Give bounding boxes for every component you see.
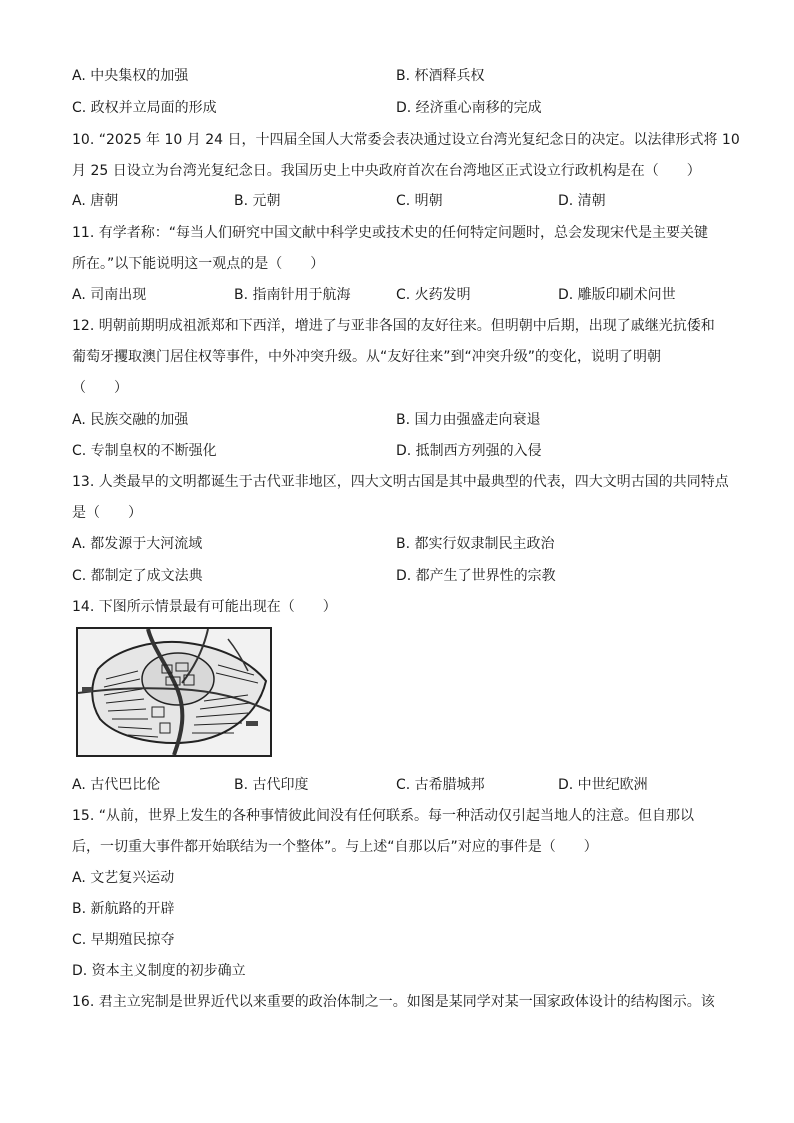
q11-option-a: A. 司南出现 <box>72 287 147 303</box>
q10-option-c: C. 明朝 <box>396 193 443 209</box>
q14-option-b: B. 古代印度 <box>234 777 309 793</box>
q10-option-a: A. 唐朝 <box>72 193 119 209</box>
q13-option-d: D. 都产生了世界性的宗教 <box>396 568 556 584</box>
q12-option-c: C. 专制皇权的不断强化 <box>72 443 217 459</box>
q10-stem-line2: 月 25 日设立为台湾光复纪念日。我国历史上中央政府首次在台湾地区正式设立行政机构是在（ ） <box>72 163 701 179</box>
q9-option-a: A. 中央集权的加强 <box>72 68 189 84</box>
q10-option-b: B. 元朝 <box>234 193 281 209</box>
q9-option-c: C. 政权并立局面的形成 <box>72 100 217 116</box>
q13-option-c: C. 都制定了成文法典 <box>72 568 203 584</box>
q14-option-c: C. 古希腊城邦 <box>396 777 485 793</box>
q15-option-a: A. 文艺复兴运动 <box>72 870 175 886</box>
q11-stem-line1: 11. 有学者称：“每当人们研究中国文献中科学史或技术史的任何特定问题时，总会发现宋代是主要关键 <box>72 225 708 241</box>
q14-option-d: D. 中世纪欧洲 <box>558 777 648 793</box>
q12-option-a: A. 民族交融的加强 <box>72 412 189 428</box>
q14-stem-line1: 14. 下图所示情景最有可能出现在（ ） <box>72 599 337 615</box>
q9-option-d: D. 经济重心南移的完成 <box>396 100 542 116</box>
q16-stem-line1: 16. 君主立宪制是世界近代以来重要的政治体制之一。如图是某同学对某一国家政体设计的结构图示。该 <box>72 994 715 1010</box>
q12-stem-line2: 葡萄牙攫取澳门居住权等事件，中外冲突升级。从“友好往来”到“冲突升级”的变化，说明了明朝 <box>72 349 662 365</box>
q15-stem-line2: 后，一切重大事件都开始联结为一个整体”。与上述“自那以后”对应的事件是（ ） <box>72 839 598 855</box>
q11-option-b: B. 指南针用于航海 <box>234 287 351 303</box>
q11-option-c: C. 火药发明 <box>396 287 471 303</box>
q12-option-b: B. 国力由强盛走向衰退 <box>396 412 541 428</box>
q11-option-d: D. 雕版印刷术问世 <box>558 287 676 303</box>
q12-option-d: D. 抵制西方列强的入侵 <box>396 443 542 459</box>
q13-option-a: A. 都发源于大河流域 <box>72 536 203 552</box>
q10-option-d: D. 清朝 <box>558 193 606 209</box>
q14-option-a: A. 古代巴比伦 <box>72 777 161 793</box>
q15-stem-line1: 15. “从前，世界上发生的各种事情彼此间没有任何联系。每一种活动仅引起当地人的注意。但自那以 <box>72 808 694 824</box>
q15-option-b: B. 新航路的开辟 <box>72 901 175 917</box>
q15-option-d: D. 资本主义制度的初步确立 <box>72 963 246 979</box>
q11-stem-line2: 所在。”以下能说明这一观点的是（ ） <box>72 256 325 272</box>
q9-option-b: B. 杯酒释兵权 <box>396 68 485 84</box>
q12-stem-line3: （ ） <box>72 380 128 396</box>
q10-stem-line1: 10. “2025 年 10 月 24 日，十四届全国人大常委会表决通过设立台湾光复纪念日的决定。以法律形式将 10 <box>72 132 740 148</box>
q15-option-c: C. 早期殖民掠夺 <box>72 932 175 948</box>
q13-stem-line2: 是（ ） <box>72 505 142 521</box>
q12-stem-line1: 12. 明朝前期明成祖派郑和下西洋，增进了与亚非各国的友好往来。但明朝中后期，出现了戚继光抗倭和 <box>72 318 715 334</box>
q13-option-b: B. 都实行奴隶制民主政治 <box>396 536 555 552</box>
city-map-drawing <box>78 629 270 755</box>
city-map-image <box>76 627 272 757</box>
q13-stem-line1: 13. 人类最早的文明都诞生于古代亚非地区，四大文明古国是其中最典型的代表，四大文明古国的共同特点 <box>72 474 729 490</box>
